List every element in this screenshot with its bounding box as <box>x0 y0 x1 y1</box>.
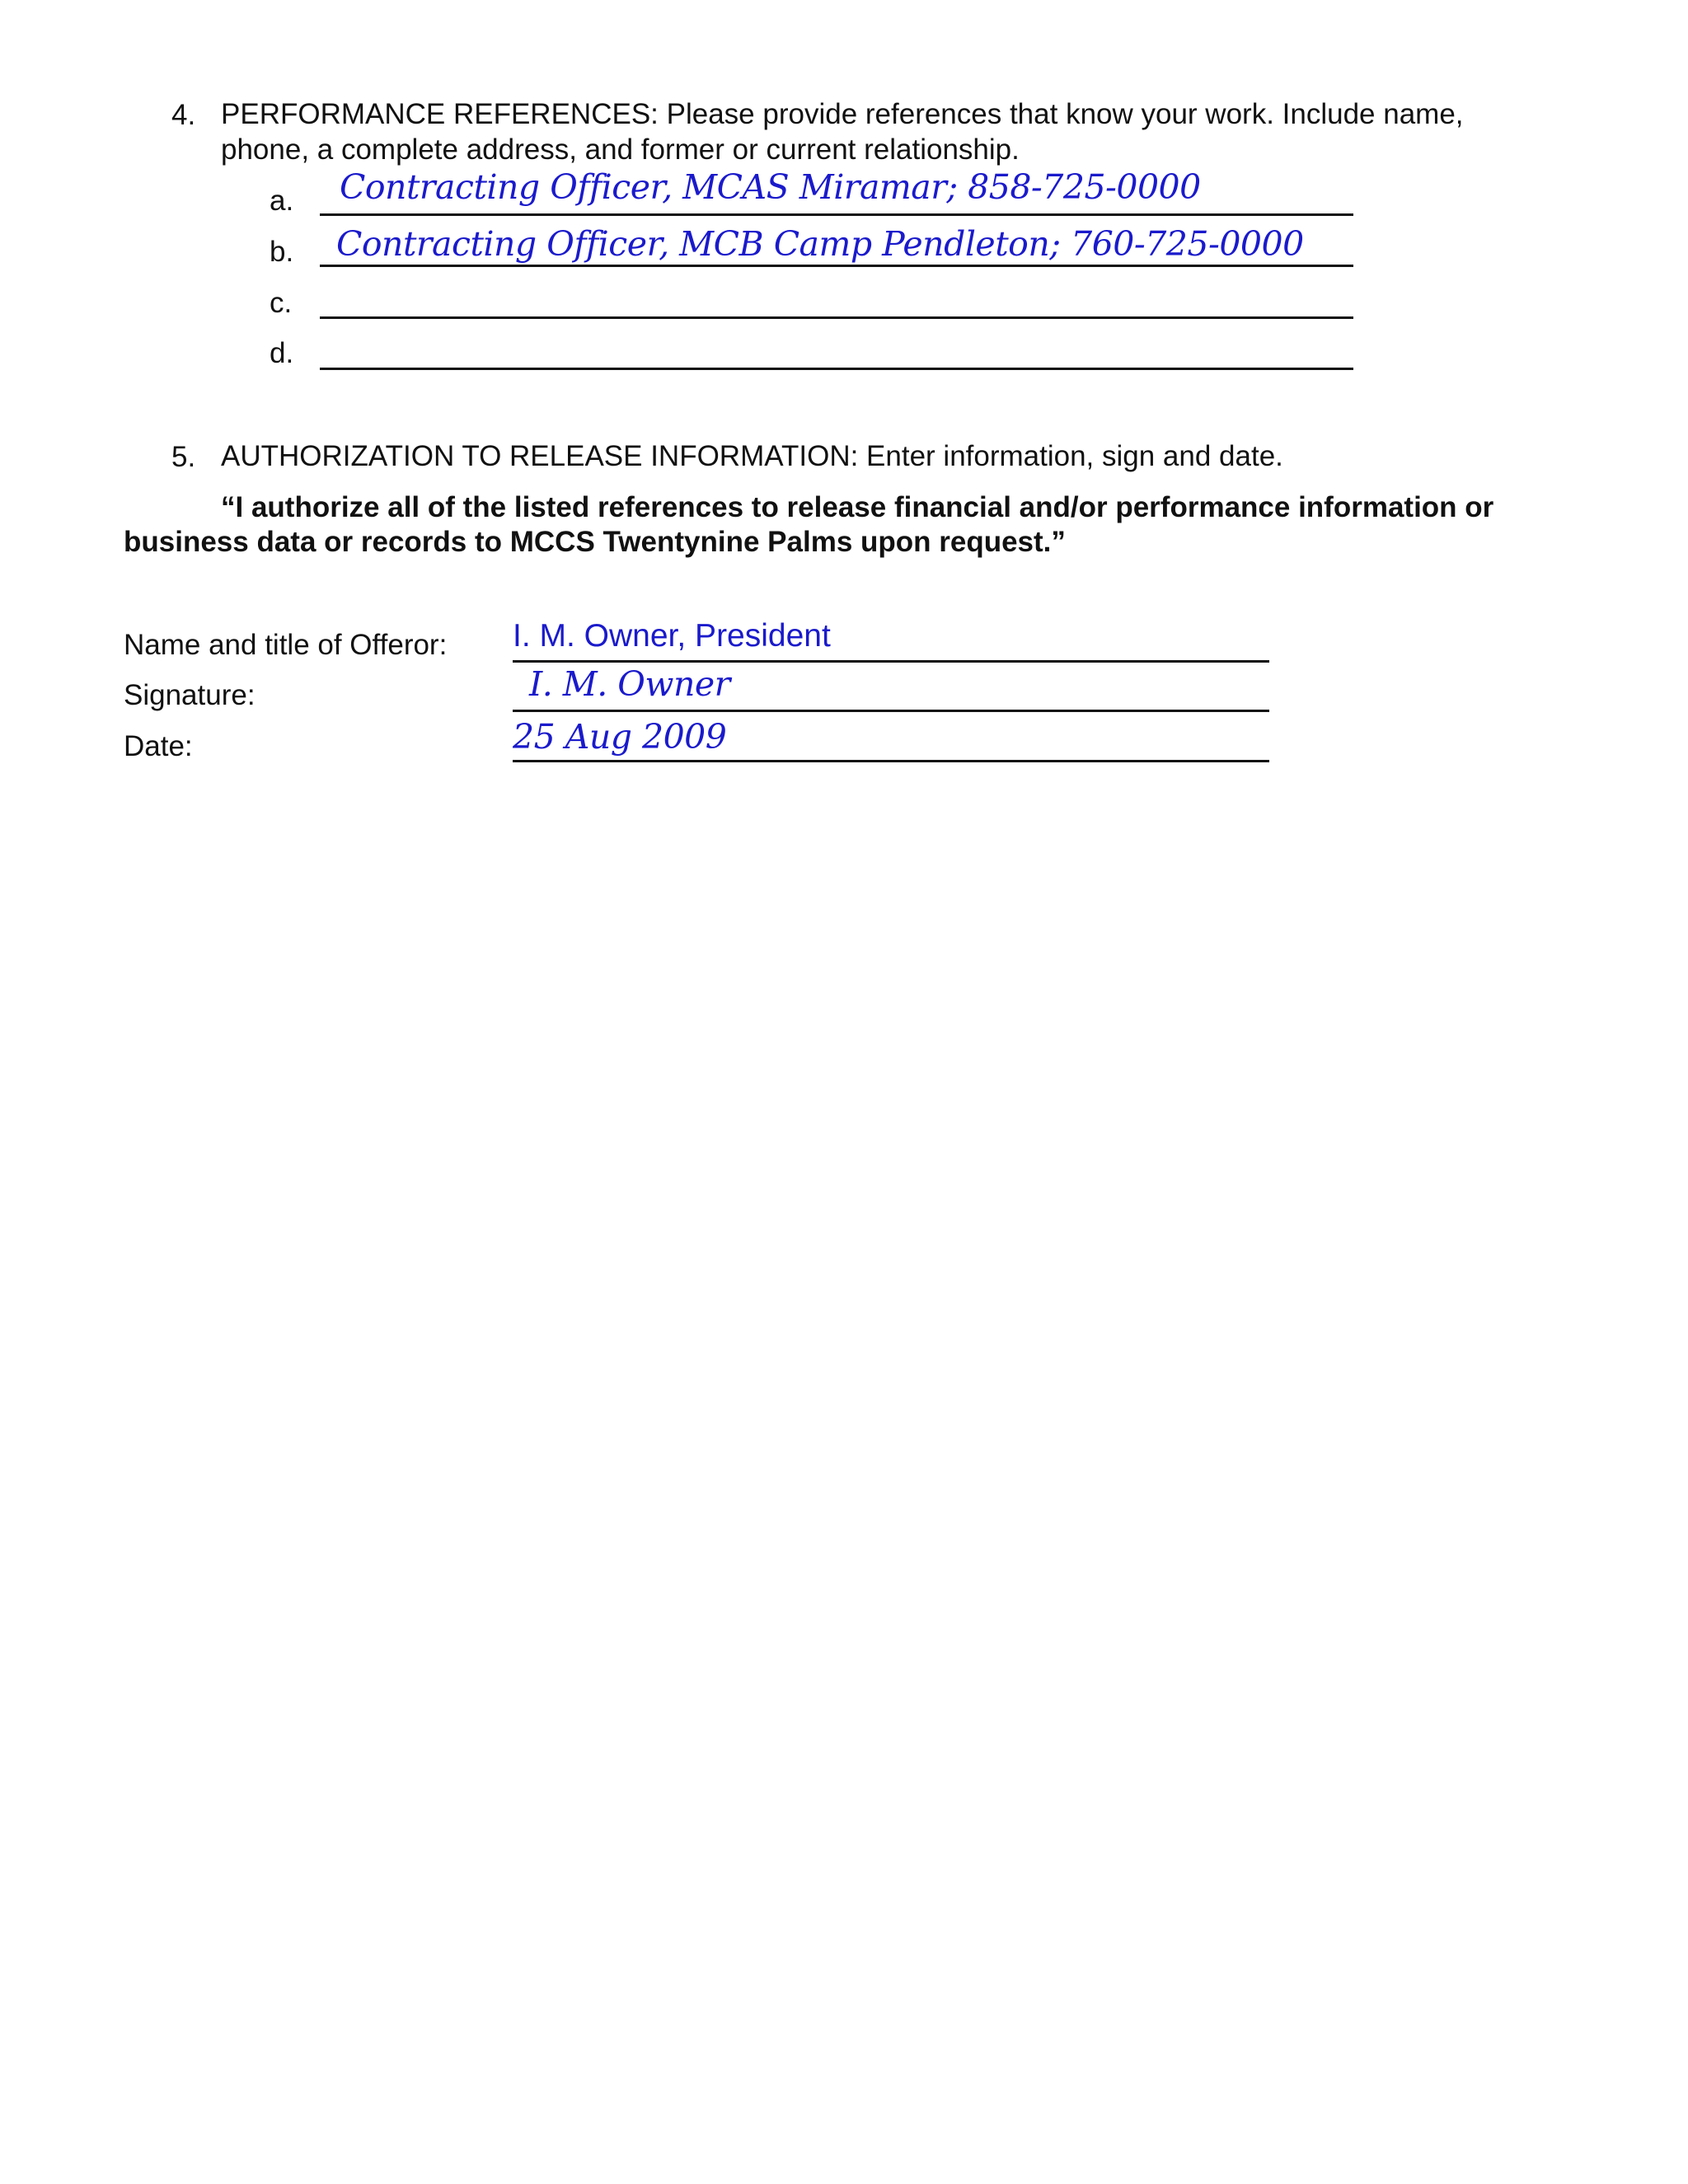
reference-b-letter: b. <box>270 236 294 268</box>
reference-a-letter: a. <box>270 185 294 217</box>
reference-b-value: Contracting Officer, MCB Camp Pendleton; 760-725-0000 <box>336 224 1304 264</box>
authorization-statement-line2: business data or records to MCCS Twentynine Palms upon request.” <box>124 526 1066 558</box>
signature-value: I. M. Owner <box>529 664 730 704</box>
date-field[interactable] <box>513 760 1269 762</box>
authorization-statement-line1: “I authorize all of the listed references to release financial and/or performance information or <box>221 491 1494 523</box>
reference-a-field[interactable] <box>320 213 1353 216</box>
reference-a-value: Contracting Officer, MCAS Miramar; 858-725-0000 <box>340 167 1201 207</box>
reference-d-letter: d. <box>270 337 294 369</box>
date-label: Date: <box>124 730 193 762</box>
signature-field[interactable] <box>513 710 1269 712</box>
signature-label: Signature: <box>124 679 256 711</box>
section-5-number: 5. <box>171 441 196 473</box>
offeror-name-value: I. M. Owner, President <box>513 618 831 654</box>
section-4-heading-line1: PERFORMANCE REFERENCES: Please provide references that know your work. Include name, <box>221 98 1464 130</box>
date-value: 25 Aug 2009 <box>513 717 727 757</box>
reference-c-field[interactable] <box>320 316 1353 319</box>
section-5-heading: AUTHORIZATION TO RELEASE INFORMATION: Enter information, sign and date. <box>221 440 1283 472</box>
section-4-heading-line2: phone, a complete address, and former or current relationship. <box>221 134 1020 166</box>
offeror-name-label: Name and title of Offeror: <box>124 629 448 661</box>
section-4-number: 4. <box>171 99 196 131</box>
reference-c-letter: c. <box>270 287 293 319</box>
reference-d-field[interactable] <box>320 368 1353 370</box>
reference-b-field[interactable] <box>320 265 1353 267</box>
offeror-name-field[interactable] <box>513 660 1269 663</box>
